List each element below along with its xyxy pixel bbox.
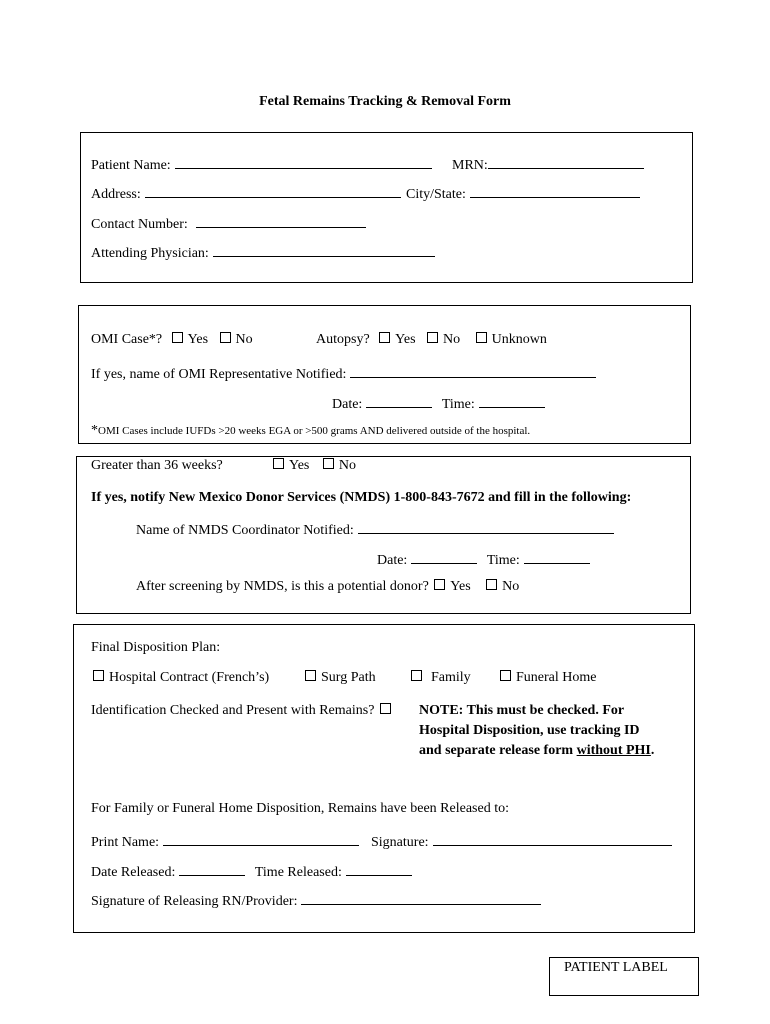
contact-row (91, 213, 366, 233)
patient-name-row (91, 154, 432, 174)
omi-time-label: Time: (441, 397, 475, 412)
autopsy-no-label: No (443, 332, 461, 347)
note-line-3 (419, 743, 654, 759)
omi-rep-label: If yes, name of OMI Representative Notified: (91, 367, 347, 382)
disposition-option-2 (303, 670, 376, 686)
note-line-2: Hospital Disposition, use tracking ID (419, 723, 640, 738)
hospital-contract-checkbox[interactable] (93, 670, 104, 681)
address-field[interactable] (145, 183, 401, 198)
omi-no-checkbox[interactable] (220, 332, 231, 343)
coordinator-field[interactable] (358, 519, 614, 534)
nmds-time-field[interactable] (524, 549, 590, 564)
autopsy-unknown-checkbox[interactable] (476, 332, 487, 343)
nmds-coordinator-row (136, 519, 614, 539)
mrn-row (452, 154, 644, 174)
nmds-date-field[interactable] (411, 549, 477, 564)
donor-row (136, 579, 519, 595)
autopsy-unknown-label: Unknown (491, 332, 547, 347)
note-without-phi: without PHI (576, 743, 651, 758)
omi-footnote (91, 423, 530, 439)
patient-label-text: PATIENT LABEL (564, 960, 668, 975)
patient-name-field[interactable] (175, 154, 432, 169)
omi-yes-checkbox[interactable] (172, 332, 183, 343)
funeral-home-checkbox[interactable] (500, 670, 511, 681)
city-state-row (406, 183, 640, 203)
time-released-field[interactable] (346, 861, 412, 876)
mrn-label: MRN: (452, 158, 488, 173)
weeks-yes-label: Yes (289, 458, 310, 473)
omi-rep-row (91, 363, 596, 383)
id-checked-row (91, 703, 396, 719)
print-name-field[interactable] (163, 831, 359, 846)
nmds-time-label: Time: (486, 553, 520, 568)
omi-time-field[interactable] (479, 393, 545, 408)
weeks-label: Greater than 36 weeks? (91, 458, 223, 473)
address-label: Address: (91, 187, 141, 202)
disposition-option-4 (498, 670, 596, 686)
releasing-sig-label: Signature of Releasing RN/Provider: (91, 894, 298, 909)
weeks-no-checkbox[interactable] (323, 458, 334, 469)
omi-date-field[interactable] (366, 393, 432, 408)
omi-date-label: Date: (332, 397, 363, 412)
donor-no-label: No (502, 579, 520, 594)
hospital-contract-label: Hospital Contract (French’s) (109, 670, 270, 685)
family-label: Family (431, 670, 471, 685)
coordinator-label: Name of NMDS Coordinator Notified: (136, 523, 354, 538)
date-time-released-row (91, 861, 412, 881)
print-name-row (91, 831, 359, 851)
donor-label: After screening by NMDS, is this a potential donor? (136, 579, 429, 594)
autopsy-label: Autopsy? (316, 332, 370, 347)
omi-case-row (91, 332, 253, 348)
surg-path-label: Surg Path (321, 670, 376, 685)
disposition-option-1 (91, 670, 269, 686)
note-period: . (650, 743, 655, 758)
mrn-field[interactable] (488, 154, 644, 169)
donor-yes-checkbox[interactable] (434, 579, 445, 590)
autopsy-yes-label: Yes (395, 332, 416, 347)
autopsy-yes-checkbox[interactable] (379, 332, 390, 343)
date-released-field[interactable] (179, 861, 245, 876)
release-heading: For Family or Funeral Home Disposition, Remains have been Released to: (91, 801, 509, 816)
omi-case-label: OMI Case*? (91, 332, 163, 347)
time-released-label: Time Released: (254, 865, 342, 880)
city-state-field[interactable] (470, 183, 640, 198)
print-name-label: Print Name: (91, 835, 160, 850)
autopsy-no-checkbox[interactable] (427, 332, 438, 343)
donor-yes-label: Yes (450, 579, 471, 594)
nmds-date-label: Date: (377, 553, 408, 568)
releasing-sig-row (91, 890, 541, 910)
omi-no-label: No (235, 332, 253, 347)
releasing-sig-field[interactable] (301, 890, 541, 905)
id-checked-checkbox[interactable] (380, 703, 391, 714)
contact-field[interactable] (196, 213, 366, 228)
disposition-plan-label: Final Disposition Plan: (91, 640, 221, 655)
form-title: Fetal Remains Tracking & Removal Form (259, 94, 511, 109)
donor-no-checkbox[interactable] (486, 579, 497, 590)
nmds-date-time-row (377, 549, 590, 569)
physician-label: Attending Physician: (91, 246, 209, 261)
omi-yes-label: Yes (187, 332, 209, 347)
nmds-notify-text: If yes, notify New Mexico Donor Services (NMDS) 1-800-843-7672 and fill in the following: (91, 490, 632, 505)
note-line-1: NOTE: This must be checked. For (419, 703, 625, 718)
signature-row (371, 831, 672, 851)
date-released-label: Date Released: (91, 865, 176, 880)
note-line-3-text: and separate release form (419, 743, 577, 758)
weeks-options (271, 458, 356, 474)
signature-field[interactable] (433, 831, 672, 846)
city-state-label: City/State: (406, 187, 466, 202)
disposition-option-3 (409, 670, 471, 686)
footnote-text: OMI Cases include IUFDs >20 weeks EGA or >500 grams AND delivered outside of the hospital. (98, 425, 531, 437)
address-row (91, 183, 401, 203)
funeral-home-label: Funeral Home (516, 670, 597, 685)
physician-field[interactable] (213, 242, 435, 257)
family-checkbox[interactable] (411, 670, 422, 681)
signature-label: Signature: (371, 835, 429, 850)
contact-label: Contact Number: (91, 217, 188, 232)
footnote-star: * (91, 423, 98, 438)
physician-row (91, 242, 435, 262)
weeks-yes-checkbox[interactable] (273, 458, 284, 469)
omi-rep-field[interactable] (350, 363, 596, 378)
patient-name-label: Patient Name: (91, 158, 171, 173)
surg-path-checkbox[interactable] (305, 670, 316, 681)
id-checked-label: Identification Checked and Present with Remains? (91, 703, 375, 718)
weeks-no-label: No (338, 458, 356, 473)
autopsy-row (316, 332, 547, 348)
weeks-row (91, 458, 223, 474)
omi-date-time-row (332, 393, 545, 413)
